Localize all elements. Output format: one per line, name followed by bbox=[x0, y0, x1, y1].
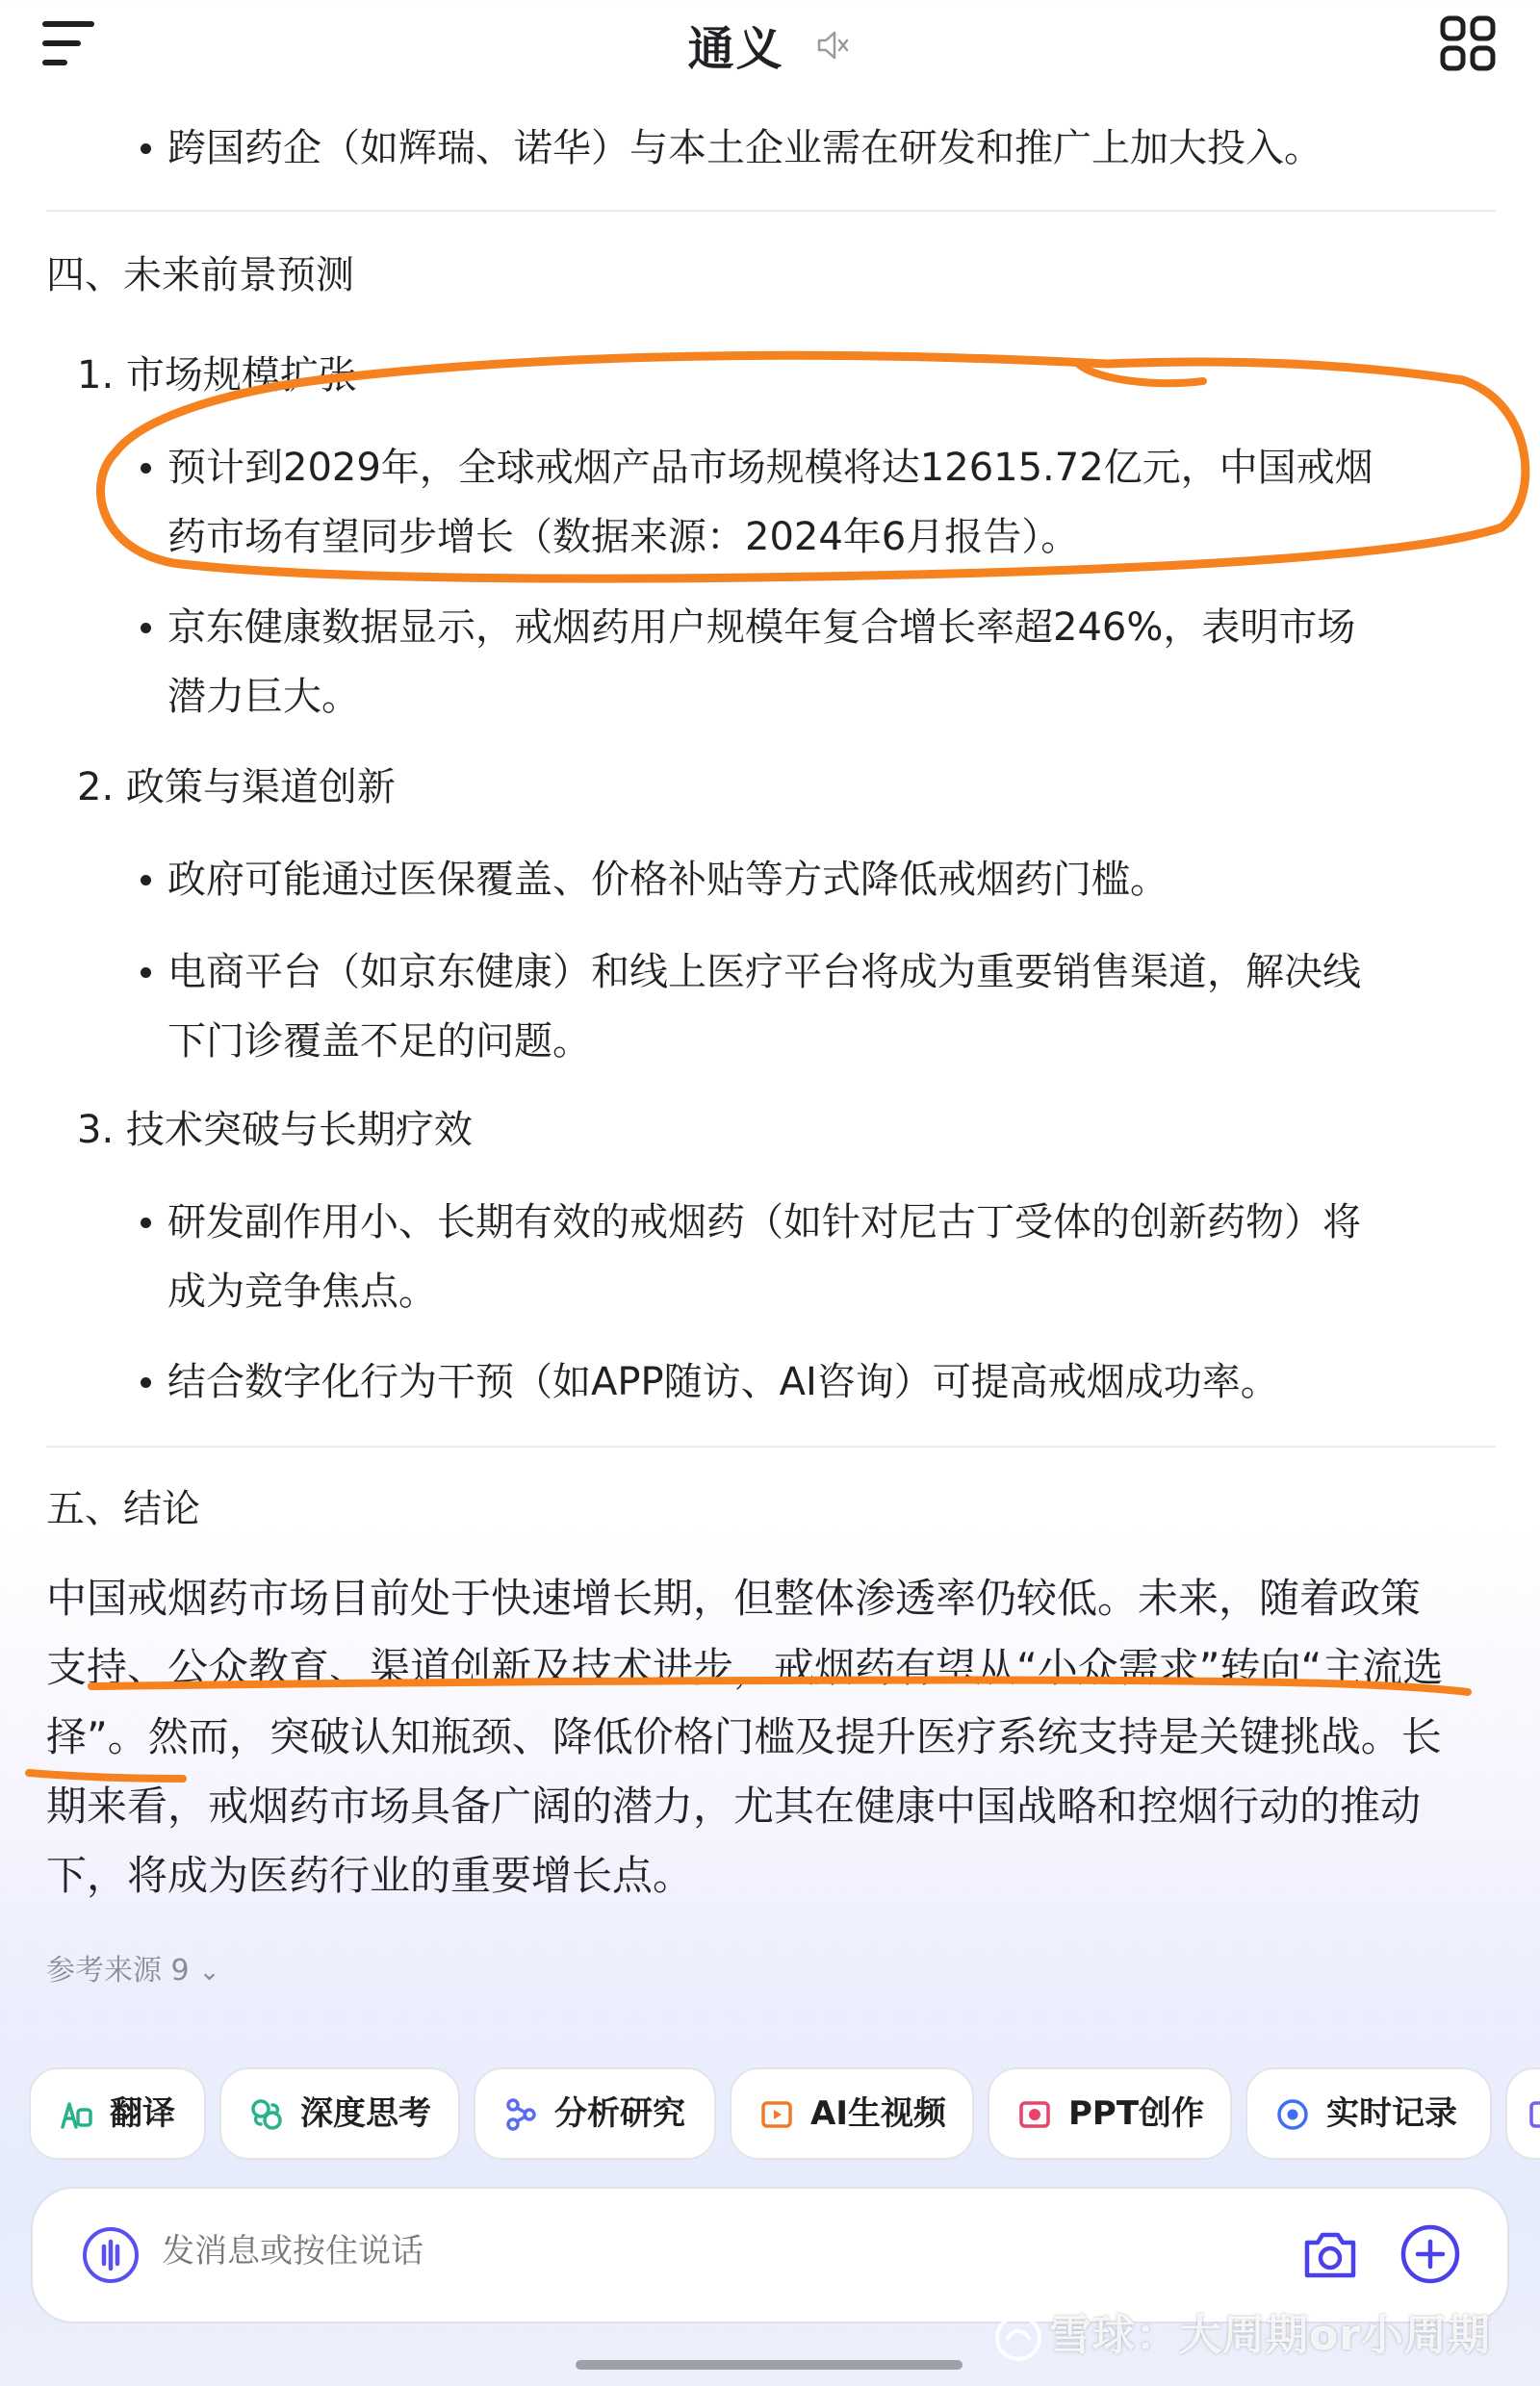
watermark-text: 雪球：大周期or小周期 bbox=[1049, 2311, 1491, 2360]
conclusion-paragraph bbox=[46, 1564, 1500, 1911]
app-header bbox=[0, 0, 1540, 96]
analysis-icon bbox=[504, 2098, 537, 2131]
divider bbox=[46, 210, 1496, 212]
video-icon bbox=[760, 2098, 793, 2131]
section-heading: 四、未来前景预测 bbox=[46, 253, 354, 297]
list-item-line: 电商平台（如京东健康）和线上医疗平台将成为重要销售渠道，解决线 bbox=[167, 950, 1361, 994]
quick-actions-bar bbox=[29, 2067, 1540, 2162]
camera-icon[interactable] bbox=[1301, 2227, 1359, 2281]
list-item-line: 预计到2029年，全球戒烟产品市场规模将达12615.72亿元，中国戒烟 bbox=[167, 446, 1373, 490]
voice-wave-icon[interactable] bbox=[81, 2225, 141, 2285]
chip-label: 深度思考 bbox=[300, 2094, 431, 2133]
app-title bbox=[0, 12, 1540, 78]
list-item-line: 京东健康数据显示，戒烟药用户规模年复合增长率超246%，表明市场 bbox=[167, 605, 1356, 650]
speaker-muted-icon[interactable] bbox=[813, 26, 852, 64]
paragraph-line: 择”。然而，突破认知瓶颈、降低价格门槛及提升医疗系统支持是关键挑战。长 bbox=[46, 1713, 1442, 1760]
ppt-icon bbox=[1018, 2098, 1051, 2131]
message-input[interactable] bbox=[160, 2231, 1030, 2271]
chip-ai-video[interactable] bbox=[730, 2067, 974, 2160]
chevron-down-icon: ⌄ bbox=[198, 1958, 220, 1987]
more-icon bbox=[1528, 2098, 1540, 2131]
list-item bbox=[167, 1188, 1496, 1326]
list-item-line: 下门诊覆盖不足的问题。 bbox=[167, 1019, 591, 1064]
chip-ppt[interactable] bbox=[988, 2067, 1232, 2160]
chip-label: AI生视频 bbox=[810, 2094, 946, 2133]
references-toggle[interactable] bbox=[46, 1946, 219, 1988]
chip-deep-think[interactable] bbox=[219, 2067, 460, 2160]
references-label: 参考来源 9 bbox=[46, 1954, 190, 1988]
paragraph-line: 支持、公众教育、渠道创新及技术进步，戒烟药有望从“小众需求”转向“主流选 bbox=[46, 1644, 1444, 1691]
chip-translate[interactable] bbox=[29, 2067, 206, 2160]
list-item bbox=[167, 845, 1496, 914]
chip-analysis[interactable] bbox=[474, 2067, 716, 2160]
annotation-stroke bbox=[1078, 364, 1203, 383]
xueqiu-logo-icon bbox=[993, 2313, 1043, 2363]
numbered-heading: 1. 市场规模扩张 bbox=[77, 353, 357, 398]
home-indicator[interactable] bbox=[576, 2360, 962, 2370]
section-heading: 五、结论 bbox=[46, 1487, 200, 1531]
add-icon[interactable] bbox=[1399, 2223, 1461, 2285]
list-item-line: 结合数字化行为干预（如APP随访、AI咨询）可提高戒烟成功率。 bbox=[167, 1360, 1279, 1404]
list-item bbox=[167, 593, 1496, 731]
chip-label: 实时记录 bbox=[1326, 2094, 1457, 2133]
record-icon bbox=[1276, 2098, 1309, 2131]
divider bbox=[46, 1446, 1496, 1448]
list-item bbox=[167, 937, 1496, 1076]
list-item-line: 研发副作用小、长期有效的戒烟药（如针对尼古丁受体的创新药物）将 bbox=[167, 1200, 1361, 1244]
numbered-heading: 2. 政策与渠道创新 bbox=[77, 765, 396, 809]
chip-label: 分析研究 bbox=[554, 2094, 685, 2133]
list-item-line: 成为竞争焦点。 bbox=[167, 1270, 437, 1314]
list-item bbox=[167, 433, 1496, 572]
apps-grid-icon[interactable] bbox=[1440, 15, 1496, 71]
list-item: 跨国药企（如辉瑞、诺华）与本土企业需在研发和推广上加大投入。 bbox=[167, 114, 1496, 183]
chip-realtime-record[interactable] bbox=[1245, 2067, 1492, 2160]
list-item bbox=[167, 1347, 1496, 1417]
paragraph-line: 下，将成为医药行业的重要增长点。 bbox=[46, 1852, 694, 1899]
chip-more[interactable] bbox=[1505, 2067, 1540, 2160]
paragraph-line: 期来看，戒烟药市场具备广阔的潜力，尤其在健康中国战略和控烟行动的推动 bbox=[46, 1783, 1422, 1830]
deep-think-icon bbox=[250, 2098, 283, 2131]
chip-label: 翻译 bbox=[110, 2094, 175, 2133]
list-item-line: 药市场有望同步增长（数据来源：2024年6月报告）。 bbox=[167, 515, 1080, 559]
list-item-line: 政府可能通过医保覆盖、价格补贴等方式降低戒烟药门槛。 bbox=[167, 858, 1168, 902]
app-title-text: 通义 bbox=[687, 22, 784, 76]
list-item-line: 潜力巨大。 bbox=[167, 675, 360, 719]
translate-icon bbox=[60, 2098, 92, 2131]
paragraph-line: 中国戒烟药市场目前处于快速增长期，但整体渗透率仍较低。未来，随着政策 bbox=[46, 1575, 1422, 1622]
chip-label: PPT创作 bbox=[1068, 2094, 1205, 2133]
numbered-heading: 3. 技术突破与长期疗效 bbox=[77, 1108, 473, 1152]
watermark bbox=[993, 2300, 1491, 2363]
